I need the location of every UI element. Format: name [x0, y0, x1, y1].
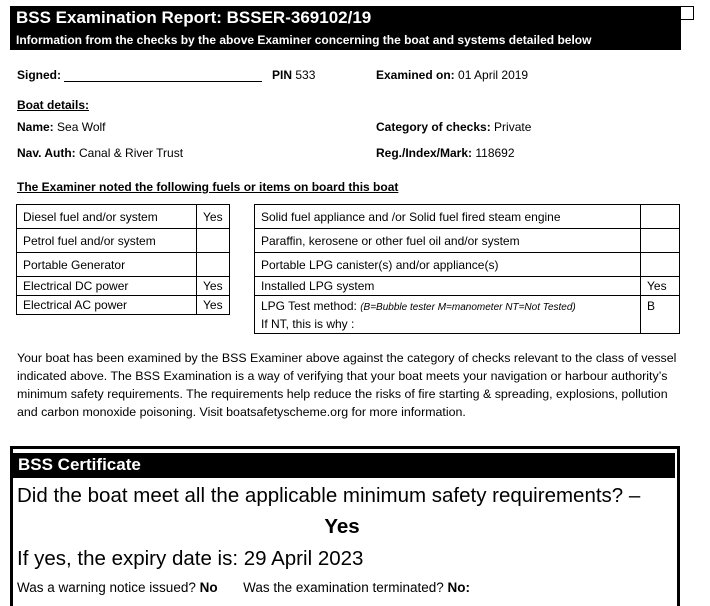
fuel-value	[641, 205, 680, 229]
navauth-field	[17, 146, 183, 160]
fuel-value: Yes	[197, 296, 230, 315]
pin-value: 533	[295, 68, 316, 82]
category-value: Private	[494, 120, 532, 134]
boat-details-heading: Boat details:	[17, 98, 90, 112]
table-row	[17, 253, 230, 277]
terminated-label: Was the examination terminated?	[243, 580, 444, 595]
warning-line	[17, 580, 470, 595]
reg-field	[376, 146, 515, 160]
certificate-answer: Yes	[324, 515, 360, 538]
boat-name-field	[17, 120, 106, 134]
navauth-label: Nav. Auth:	[17, 146, 76, 160]
checkbox[interactable]	[680, 6, 694, 20]
lpg-test-label: LPG Test method:	[261, 299, 357, 313]
pin-field	[272, 68, 315, 82]
lpg-test-value: B	[641, 296, 680, 334]
signature-line	[64, 81, 262, 82]
certificate-header	[13, 453, 675, 478]
fuel-label: Solid fuel appliance and /or Solid fuel fired steam engine	[255, 205, 641, 229]
fuel-value: Yes	[197, 277, 230, 296]
certificate-expiry: If yes, the expiry date is: 29 April 2023	[17, 547, 364, 570]
fuel-value	[641, 253, 680, 277]
table-row	[17, 205, 230, 229]
fuel-label: Portable LPG canister(s) and/or appliance(s)	[255, 253, 641, 277]
reg-label: Reg./Index/Mark:	[376, 146, 473, 160]
fuel-label: Petrol fuel and/or system	[17, 229, 197, 253]
info-paragraph: Your boat has been examined by the BSS Examiner above against the category of checks relevant to the class of vessel indicated above. The BSS Examination is a way of verifying that your boat meets your navigation or harbour authority’s minimum safety requirements. The requirements help reduce the risks of fire starting & spreading, explosions, pollution and carbon monoxide poisoning. Visit boatsafetyscheme.org for more information.	[17, 351, 677, 419]
report-subtitle: Information from the checks by the above Examiner concerning the boat and systems detailed below	[16, 33, 592, 47]
category-label: Category of checks:	[376, 120, 491, 134]
boat-name-label: Name:	[17, 120, 54, 134]
report-title: BSS Examination Report: BSSER-369102/19	[16, 8, 372, 27]
certificate-question: Did the boat meet all the applicable minimum safety requirements? –	[17, 484, 641, 507]
fuel-label: Electrical AC power	[17, 296, 197, 315]
lpg-nt-label: If NT, this is why :	[261, 317, 355, 331]
lpg-test-row	[255, 296, 680, 334]
fuel-label: Electrical DC power	[17, 277, 197, 296]
lpg-test-hint: (B=Bubble tester M=manometer NT=Not Tested)	[360, 302, 576, 313]
table-row	[17, 277, 230, 296]
examined-value: 01 April 2019	[458, 68, 529, 82]
examined-label: Examined on:	[376, 68, 455, 82]
fuel-value: Yes	[641, 277, 680, 296]
table-row	[255, 229, 680, 253]
warning-value: No	[199, 580, 218, 595]
fuel-label: Paraffin, kerosene or other fuel oil and/or system	[255, 229, 641, 253]
fuel-value: Yes	[197, 205, 230, 229]
fuel-label: Diesel fuel and/or system	[17, 205, 197, 229]
category-field	[376, 120, 531, 134]
lpg-test-cell	[255, 296, 641, 334]
table-row	[255, 253, 680, 277]
navauth-value: Canal & River Trust	[79, 146, 184, 160]
reg-value: 118692	[475, 146, 515, 160]
table-row	[17, 296, 230, 315]
table-row	[255, 205, 680, 229]
boat-name-value: Sea Wolf	[57, 120, 106, 134]
fuels-table-right	[254, 204, 680, 334]
report-header	[10, 6, 681, 50]
fuel-label: Portable Generator	[17, 253, 197, 277]
fuels-heading: The Examiner noted the following fuels or items on board this boat	[17, 180, 399, 194]
pin-label: PIN	[272, 68, 293, 82]
examined-field	[376, 68, 528, 82]
fuel-label: Installed LPG system	[255, 277, 641, 296]
fuel-value	[197, 229, 230, 253]
certificate-title: BSS Certificate	[18, 455, 141, 474]
signed-label: Signed:	[17, 68, 61, 82]
terminated-value: No:	[447, 580, 471, 595]
fuels-table-left	[16, 204, 230, 315]
fuel-value	[641, 229, 680, 253]
fuel-value	[197, 253, 230, 277]
table-row	[255, 277, 680, 296]
warning-label: Was a warning notice issued?	[17, 580, 196, 595]
table-row	[17, 229, 230, 253]
